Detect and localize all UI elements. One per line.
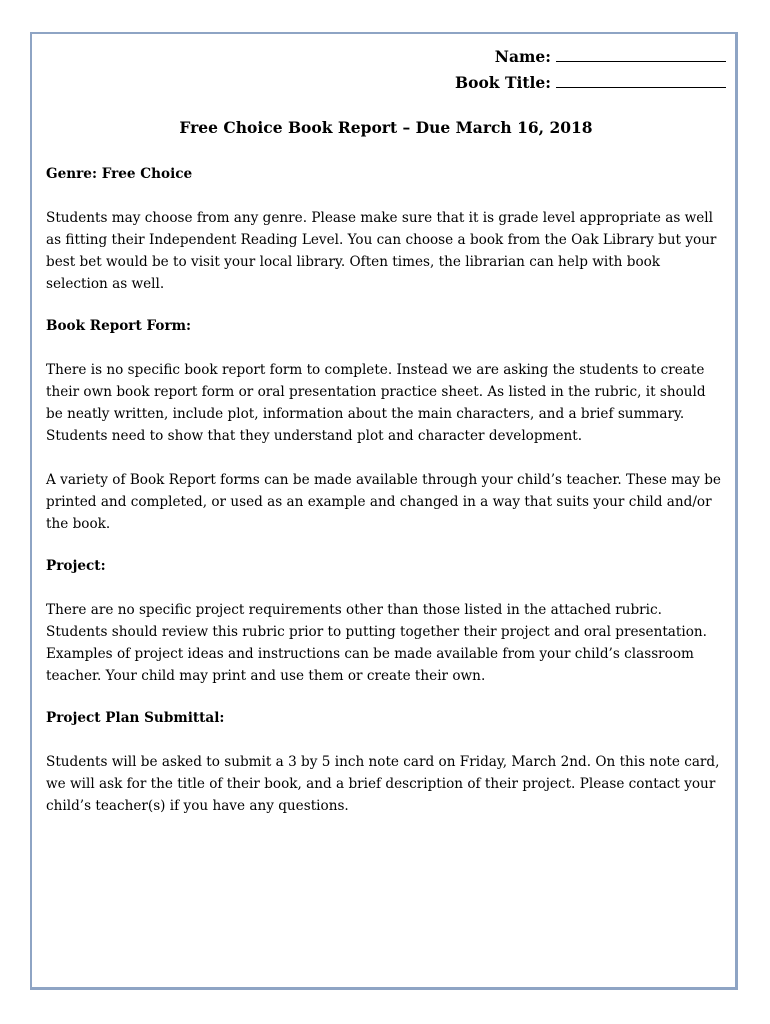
book-title-label: Book Title:	[455, 73, 551, 92]
document-content	[46, 44, 726, 817]
genre-paragraph: Students may choose from any genre. Please make sure that it is grade level appropriate as well as fitting their Independent Reading Level. You can choose a book from the Oak Library but your best bet would be to visit your local library. Often times, the librarian can help with book selection as well.	[46, 210, 717, 292]
book-report-form-paragraph-1: There is no specific book report form to complete. Instead we are asking the students to create their own book report form or oral presentation practice sheet. As listed in the rubric, it should be neatly written, include plot, information about the main characters, and a brief summary. Students need to show that they understand plot and character development.	[46, 362, 706, 444]
project-paragraph: There are no specific project requirements other than those listed in the attached rubric. Students should review this rubric prior to putting together their project and oral presentation. Examples of project ideas and instructions can be made available from your child’s classroom teacher. Your child may print and use them or create their own.	[46, 602, 707, 684]
book-title-field-row	[46, 70, 726, 96]
document-title: Free Choice Book Report – Due March 16, 2018	[179, 118, 593, 137]
book-report-form-heading: Book Report Form:	[46, 318, 192, 334]
project-plan-paragraph: Students will be asked to submit a 3 by 5 inch note card on Friday, March 2nd. On this note card, we will ask for the title of their book, and a brief description of their project. Please contact your child’s teacher(s) if you have any questions.	[46, 754, 720, 814]
project-heading: Project:	[46, 558, 106, 574]
book-report-form-paragraph-2: A variety of Book Report forms can be made available through your child’s teacher. These may be printed and completed, or used as an example and changed in a way that suits your child and/or the book.	[46, 472, 721, 532]
name-field-row	[46, 44, 726, 70]
genre-heading: Genre: Free Choice	[46, 166, 193, 182]
name-label: Name:	[494, 47, 551, 66]
name-blank-line[interactable]	[556, 45, 726, 62]
book-title-blank-line[interactable]	[556, 71, 726, 88]
project-plan-heading: Project Plan Submittal:	[46, 710, 225, 726]
